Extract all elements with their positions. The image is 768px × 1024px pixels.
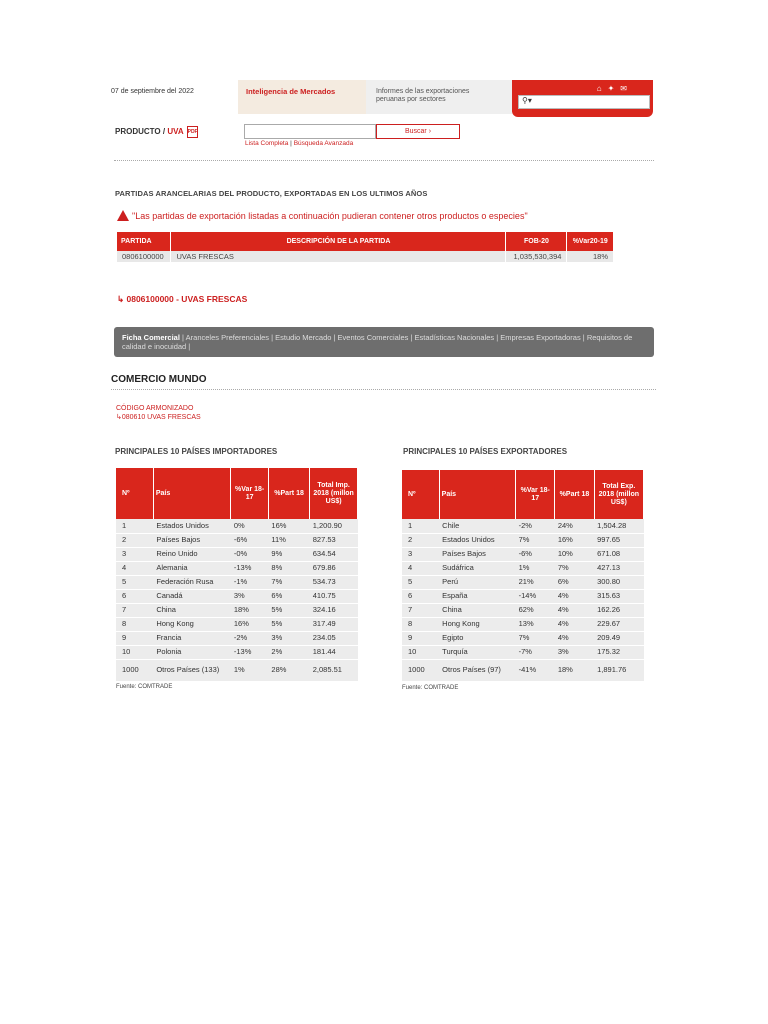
- cell-num: 7: [402, 603, 439, 617]
- cell-part: 3%: [268, 631, 309, 645]
- cell-num: 4: [402, 561, 439, 575]
- cell-total: 175.32: [594, 645, 643, 659]
- cell-descripcion: UVAS FRESCAS: [171, 251, 506, 262]
- cell-country: Hong Kong: [439, 617, 515, 631]
- cell-partida: 0806100000: [117, 251, 171, 262]
- table-row[interactable]: [116, 603, 358, 617]
- cell-total: 181.44: [310, 645, 358, 659]
- cell-num: 6: [116, 589, 153, 603]
- cell-num: 1: [402, 519, 439, 533]
- cell-country: Chile: [439, 519, 515, 533]
- hs-code: [116, 404, 201, 422]
- table-row[interactable]: [402, 533, 644, 547]
- advanced-search-link[interactable]: Búsqueda Avanzada: [293, 140, 354, 147]
- hs-code-value[interactable]: ↳080610 UVAS FRESCAS: [116, 414, 201, 421]
- cell-part: 10%: [555, 547, 594, 561]
- cell-var: -41%: [516, 659, 555, 681]
- search-button[interactable]: Buscar ›: [376, 124, 460, 139]
- cell-var: 1%: [231, 659, 269, 681]
- table-row[interactable]: [402, 603, 644, 617]
- cell-country: Canadá: [153, 589, 231, 603]
- table-row[interactable]: [402, 575, 644, 589]
- cell-var: 21%: [516, 575, 555, 589]
- cell-total: 300.80: [594, 575, 643, 589]
- table-row[interactable]: [402, 659, 644, 681]
- product-name[interactable]: UVA: [167, 127, 184, 137]
- table-row[interactable]: [116, 617, 358, 631]
- cell-country: Hong Kong: [153, 617, 231, 631]
- link-separator: |: [290, 140, 292, 147]
- table-row[interactable]: [116, 645, 358, 659]
- cell-part: 18%: [555, 659, 594, 681]
- warning-text: "Las partidas de exportación listadas a continuación pudieran contener otros productos o especies": [132, 211, 528, 221]
- cell-part: 5%: [268, 617, 309, 631]
- cell-total: 671.08: [594, 547, 643, 561]
- cell-total: 315.63: [594, 589, 643, 603]
- cell-country: Países Bajos: [439, 547, 515, 561]
- table-row[interactable]: [116, 659, 358, 681]
- cell-var: -6%: [516, 547, 555, 561]
- cell-num: 1000: [116, 659, 153, 681]
- col-num: Nº: [402, 470, 439, 519]
- table-row[interactable]: [116, 631, 358, 645]
- cell-country: Países Bajos: [153, 533, 231, 547]
- cell-total: 427.13: [594, 561, 643, 575]
- tab-market-intelligence[interactable]: [238, 80, 366, 114]
- exporters-source: Fuente: COMTRADE: [402, 684, 459, 691]
- cell-num: 8: [402, 617, 439, 631]
- cell-num: 3: [402, 547, 439, 561]
- world-trade-title: COMERCIO MUNDO: [111, 374, 207, 385]
- cell-total: 1,200.90: [310, 519, 358, 533]
- cell-total: 634.54: [310, 547, 358, 561]
- header-tools: [512, 80, 653, 117]
- cell-total: 317.49: [310, 617, 358, 631]
- cell-fob: 1,035,530,394: [506, 251, 567, 262]
- sitemap-icon[interactable]: ✦: [607, 84, 621, 93]
- cell-part: 16%: [268, 519, 309, 533]
- cell-country: España: [439, 589, 515, 603]
- col-part: %Part 18: [268, 468, 309, 519]
- table-row[interactable]: [116, 519, 358, 533]
- cell-part: 8%: [268, 561, 309, 575]
- cell-var: 13%: [516, 617, 555, 631]
- cell-var: -13%: [231, 645, 269, 659]
- col-fob: FOB-20: [506, 232, 567, 251]
- section-nav: [114, 327, 654, 357]
- cell-var: 62%: [516, 603, 555, 617]
- col-var: %Var20-19: [567, 232, 614, 251]
- col-total: Total Imp. 2018 (millon US$): [310, 468, 358, 519]
- table-row[interactable]: [116, 547, 358, 561]
- table-row[interactable]: [402, 589, 644, 603]
- table-row[interactable]: [116, 589, 358, 603]
- exporters-block: [402, 470, 644, 691]
- tab-export-reports[interactable]: [366, 80, 512, 114]
- cell-part: 6%: [555, 575, 594, 589]
- table-row[interactable]: [116, 533, 358, 547]
- cell-part: 4%: [555, 603, 594, 617]
- cell-part: 4%: [555, 589, 594, 603]
- mail-icon[interactable]: ✉: [620, 84, 633, 93]
- cell-var: 0%: [231, 519, 269, 533]
- col-num: Nº: [116, 468, 153, 519]
- search-links: [245, 140, 353, 147]
- cell-country: Egipto: [439, 631, 515, 645]
- cell-part: 4%: [555, 617, 594, 631]
- cell-num: 5: [402, 575, 439, 589]
- cell-var: 1%: [516, 561, 555, 575]
- cell-total: 997.65: [594, 533, 643, 547]
- cell-var: -7%: [516, 645, 555, 659]
- cell-country: Francia: [153, 631, 231, 645]
- cell-country: Otros Países (97): [439, 659, 515, 681]
- col-country: País: [153, 468, 231, 519]
- cell-var: 16%: [231, 617, 269, 631]
- cell-country: China: [439, 603, 515, 617]
- header-search-input[interactable]: [518, 95, 650, 109]
- table-row[interactable]: [116, 575, 358, 589]
- cell-var: 7%: [516, 533, 555, 547]
- cell-country: Perú: [439, 575, 515, 589]
- warning-icon: [117, 210, 129, 221]
- product-prefix: PRODUCTO /: [115, 127, 168, 137]
- cell-part: 2%: [268, 645, 309, 659]
- cell-total: 209.49: [594, 631, 643, 645]
- cell-var: -0%: [231, 547, 269, 561]
- col-partida: PARTIDA: [117, 232, 171, 251]
- divider: [111, 389, 656, 390]
- exporters-title: PRINCIPALES 10 PAÍSES EXPORTADORES: [403, 447, 568, 456]
- cell-num: 6: [402, 589, 439, 603]
- tariffs-title: PARTIDAS ARANCELARIAS DEL PRODUCTO, EXPORTADAS EN LOS ULTIMOS AÑOS: [115, 189, 428, 198]
- table-row[interactable]: [402, 561, 644, 575]
- cell-var: 18%: [567, 251, 614, 262]
- cell-part: 4%: [555, 631, 594, 645]
- cell-country: Turquía: [439, 645, 515, 659]
- cell-var: -6%: [231, 533, 269, 547]
- cell-total: 679.86: [310, 561, 358, 575]
- cell-country: Otros Países (133): [153, 659, 231, 681]
- pdf-icon[interactable]: PDF: [187, 126, 198, 138]
- cell-num: 9: [402, 631, 439, 645]
- cell-var: -1%: [231, 575, 269, 589]
- cell-var: 18%: [231, 603, 269, 617]
- cell-var: -13%: [231, 561, 269, 575]
- cell-var: -2%: [516, 519, 555, 533]
- cell-var: 7%: [516, 631, 555, 645]
- divider: [114, 160, 654, 161]
- cell-country: Alemania: [153, 561, 231, 575]
- cell-part: 7%: [555, 561, 594, 575]
- cell-num: 2: [116, 533, 153, 547]
- nav-rest[interactable]: | Aranceles Preferenciales | Estudio Mercado | Eventos Comerciales | Estadísticas Nacionales | Empresas Exportadoras | Requisitos de calidad e inocuidad |: [122, 333, 633, 351]
- cell-total: 229.67: [594, 617, 643, 631]
- tariffs-table: [117, 232, 614, 262]
- cell-part: 11%: [268, 533, 309, 547]
- table-row[interactable]: [402, 645, 644, 659]
- cell-part: 28%: [268, 659, 309, 681]
- cell-num: 5: [116, 575, 153, 589]
- cell-country: Federación Rusa: [153, 575, 231, 589]
- full-list-link[interactable]: Lista Completa: [245, 140, 289, 147]
- tab-label: Inteligencia de Mercados: [246, 87, 336, 96]
- cell-part: 5%: [268, 603, 309, 617]
- cell-country: Estados Unidos: [153, 519, 231, 533]
- header-date: 07 de septiembre del 2022: [111, 88, 194, 95]
- cell-country: Reino Unido: [153, 547, 231, 561]
- col-total: Total Exp. 2018 (millon US$): [594, 470, 643, 519]
- cell-total: 534.73: [310, 575, 358, 589]
- importers-title: PRINCIPALES 10 PAÍSES IMPORTADORES: [115, 447, 278, 456]
- cell-num: 10: [402, 645, 439, 659]
- hs-code-label: CÓDIGO ARMONIZADO: [116, 405, 194, 412]
- cell-total: 324.16: [310, 603, 358, 617]
- importers-source: Fuente: COMTRADE: [116, 683, 173, 690]
- cell-num: 7: [116, 603, 153, 617]
- cell-country: Estados Unidos: [439, 533, 515, 547]
- section-nav-links[interactable]: [122, 333, 647, 351]
- cell-var: 3%: [231, 589, 269, 603]
- search-icon[interactable]: ⚲▾: [522, 96, 532, 105]
- table-row[interactable]: [402, 547, 644, 561]
- cell-num: 10: [116, 645, 153, 659]
- tab-label: Informes de las exportaciones peruanas por sectores: [376, 88, 470, 103]
- cell-num: 1000: [402, 659, 439, 681]
- cell-part: 3%: [555, 645, 594, 659]
- cell-num: 1: [116, 519, 153, 533]
- cell-var: -2%: [231, 631, 269, 645]
- cell-num: 8: [116, 617, 153, 631]
- selected-tariff-link[interactable]: ↳ 0806100000 - UVAS FRESCAS: [117, 294, 248, 304]
- cell-var: -14%: [516, 589, 555, 603]
- exporters-table: [402, 470, 644, 682]
- cell-num: 4: [116, 561, 153, 575]
- cell-country: China: [153, 603, 231, 617]
- cell-total: 410.75: [310, 589, 358, 603]
- search-button-label: Buscar: [404, 128, 427, 135]
- cell-num: 2: [402, 533, 439, 547]
- cell-total: 827.53: [310, 533, 358, 547]
- cell-num: 9: [116, 631, 153, 645]
- cell-part: 7%: [268, 575, 309, 589]
- importers-table: [116, 468, 358, 682]
- product-label: [115, 126, 198, 138]
- table-row[interactable]: [402, 617, 644, 631]
- cell-part: 6%: [268, 589, 309, 603]
- cell-total: 1,891.76: [594, 659, 643, 681]
- col-var: %Var 18-17: [516, 470, 555, 519]
- cell-country: Polonia: [153, 645, 231, 659]
- table-row[interactable]: [402, 519, 644, 533]
- cell-total: 2,085.51: [310, 659, 358, 681]
- cell-part: 9%: [268, 547, 309, 561]
- tariffs-warning: [117, 210, 528, 221]
- table-row[interactable]: [117, 251, 614, 262]
- nav-active[interactable]: Ficha Comercial: [122, 333, 180, 342]
- cell-part: 16%: [555, 533, 594, 547]
- cell-total: 1,504.28: [594, 519, 643, 533]
- cell-country: Sudáfrica: [439, 561, 515, 575]
- cell-num: 3: [116, 547, 153, 561]
- col-country: País: [439, 470, 515, 519]
- cell-total: 162.26: [594, 603, 643, 617]
- product-search-input[interactable]: [244, 124, 376, 139]
- table-row[interactable]: [116, 561, 358, 575]
- header-icons: [597, 84, 633, 93]
- table-row[interactable]: [402, 631, 644, 645]
- col-var: %Var 18-17: [231, 468, 269, 519]
- home-icon[interactable]: ⌂: [596, 84, 608, 93]
- cell-total: 234.05: [310, 631, 358, 645]
- col-part: %Part 18: [555, 470, 594, 519]
- col-descripcion: DESCRIPCIÓN DE LA PARTIDA: [171, 232, 506, 251]
- importers-block: [116, 468, 358, 690]
- cell-part: 24%: [555, 519, 594, 533]
